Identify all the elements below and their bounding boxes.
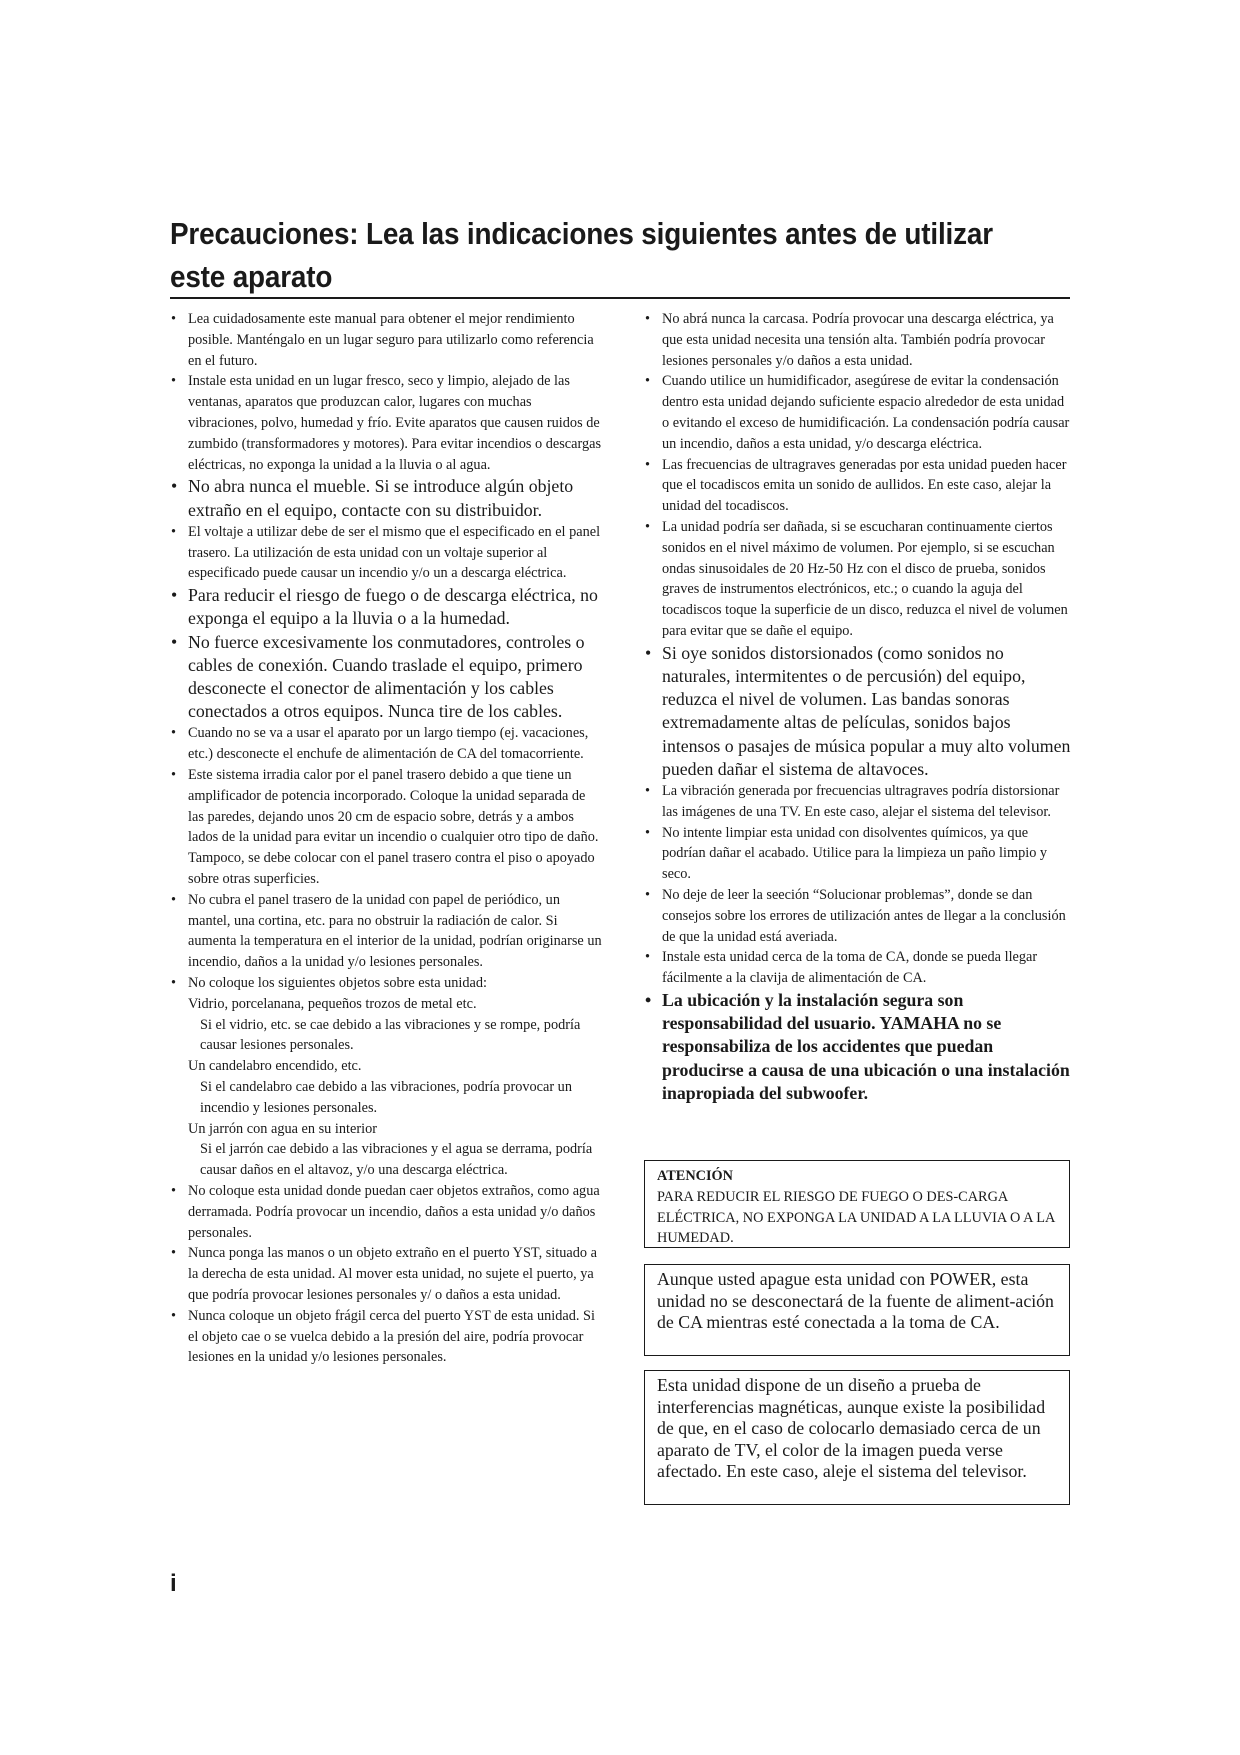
list-item: • No intente limpiar esta unidad con disolventes químicos, ya que podrían dañar el acabado. Utilice para la limpieza un paño limpio y seco. — [644, 823, 1072, 885]
left-precautions-list — [170, 309, 602, 1368]
list-item: • Nunca coloque un objeto frágil cerca del puerto YST de esta unidad. Si el objeto cae o se vuelca debido a la presión del aire, podría provocar lesiones en la unidad y/o lesiones personales. — [170, 1306, 602, 1368]
power-note-text: Aunque usted apague esta unidad con POWER, esta unidad no se desconectará de la fuente de aliment-ación de CA mientras esté conectada a la toma de CA. — [657, 1269, 1054, 1332]
magnetic-note-box — [644, 1370, 1070, 1505]
list-item: • Instale esta unidad en un lugar fresco, seco y limpio, alejado de las ventanas, aparatos que produzcan calor, lugares con muchas vibraciones, polvo, humedad y frío. Evite aparatos que causen ruidos de zumbido (transformadores y motores). Para evitar incendios o descargas eléctricas, no exponga la unidad a la lluvia o al agua. — [170, 371, 602, 475]
list-item: • Si oye sonidos distorsionados (como sonidos no naturales, intermitentes o de percusión) del equipo, reduzca el nivel de volumen. Las bandas sonoras extremadamente altas de películas, sonidos bajos intensos o pasajes de música popular a muy alto volumen pueden dañar el sistema de altavoces. — [644, 642, 1072, 781]
list-item: • Nunca ponga las manos o un objeto extraño en el puerto YST, situado a la derecha de esta unidad. Al mover esta unidad, no sujete el puerto, ya que podría provocar lesiones personales y/ o daños a esta unidad. — [170, 1243, 602, 1305]
list-item: • Lea cuidadosamente este manual para obtener el mejor rendimiento posible. Manténgalo en un lugar seguro para utilizarlo como referencia en el futuro. — [170, 309, 602, 371]
list-item: • La vibración generada por frecuencias ultragraves podría distorsionar las imágenes de una TV. En este caso, alejar el sistema del televisor. — [644, 781, 1072, 823]
page-title — [170, 212, 993, 298]
list-item: • Para reducir el riesgo de fuego o de descarga eléctrica, no exponga el equipo a la lluvia o a la humedad. — [170, 584, 602, 630]
right-precautions-list — [644, 309, 1072, 1105]
list-item: • Cuando no se va a usar el aparato por un largo tiempo (ej. vacaciones, etc.) desconecte el enchufe de alimentación de CA del tomacorriente. — [170, 723, 602, 765]
objects-vase-detail: Si el jarrón cae debido a las vibraciones y el agua se derrama, podría causar daños en el altavoz, y/o una descarga eléctrica. — [200, 1141, 593, 1179]
list-item: • No deje de leer la seeción “Solucionar problemas”, donde se dan consejos sobre los errores de utilización antes de llegar a la conclusión de que la unidad está averiada. — [644, 885, 1072, 947]
magnetic-note-text: Esta unidad dispone de un diseño a prueba de interferencias magnéticas, aunque existe la posibilidad de que, en el caso de colocarlo demasiado cerca de un aparato de TV, el color de la imagen pueda verse afectado. En este caso, aleje el sistema del televisor. — [657, 1375, 1046, 1481]
page-title-line-2: este aparato — [170, 259, 333, 294]
list-item: • Cuando utilice un humidificador, asegúrese de evitar la condensación dentro esta unidad dejando suficiente espacio alrededor de esta unidad o evitando el exceso de humidificación. La condensación podría causar un incendio, daños a esta unidad, y/o descarga eléctrica. — [644, 371, 1072, 454]
objects-candle-detail: Si el candelabro cae debido a las vibraciones, podría provocar un incendio y lesiones personales. — [200, 1078, 572, 1116]
list-item: • No fuerce excesivamente los conmutadores, controles o cables de conexión. Cuando traslade el equipo, primero desconecte el conector de alimentación y los cables conectados a otros equipos. Nunca tire de los cables. — [170, 631, 602, 724]
objects-candle: Un candelabro encendido, etc. — [188, 1058, 362, 1075]
list-item: • No abrá nunca la carcasa. Podría provocar una descarga eléctrica, ya que esta unidad necesita una tensión alta. También podría provocar lesiones personales y/o daños a esta unidad. — [644, 309, 1072, 371]
warning-heading: ATENCIÓN — [657, 1168, 733, 1184]
list-item: • No coloque esta unidad donde puedan caer objetos extraños, como agua derramada. Podría provocar un incendio, daños a esta unidad y/o daños personales. — [170, 1181, 602, 1243]
objects-glass-detail: Si el vidrio, etc. se cae debido a las vibraciones y se rompe, podría causar lesiones personales. — [200, 1016, 581, 1054]
left-column — [170, 309, 602, 1368]
warning-box — [644, 1160, 1070, 1248]
list-item: • El voltaje a utilizar debe de ser el mismo que el especificado en el panel trasero. La utilización de esta unidad con un voltaje superior al especificado puede causar un incendio y/o un a descarga eléctrica. — [170, 522, 602, 584]
list-item: • Este sistema irradia calor por el panel trasero debido a que tiene un amplificador de potencia incorporado. Coloque la unidad separada de las paredes, dejando unos 20 cm de espacio sobre, detrás y a ambos lados de la unidad para evitar un incendio o cualquier otro tipo de daño. Tampoco, se debe colocar con el panel trasero contra el piso o apoyado sobre otras superficies. — [170, 765, 602, 890]
list-item: • La unidad podría ser dañada, si se escucharan continuamente ciertos sonidos en el nivel máximo de volumen. Por ejemplo, si se escuchan ondas sinusoidales de 20 Hz-50 Hz con el disco de prueba, sonidos graves de instrumentos electrónicos, etc.; o cuando la aguja del tocadiscos toque la superficie de un disco, reduzca el nivel de volumen para evitar que se dañe el equipo. — [644, 517, 1072, 642]
objects-glass: Vidrio, porcelanana, pequeños trozos de metal etc. — [188, 995, 477, 1012]
list-item-safety-responsibility: • La ubicación y la instalación segura son responsabilidad del usuario. YAMAHA no se responsabiliza de los accidentes que puedan producirse a causa de una ubicación o una instalación inapropiada del subwoofer. — [644, 989, 1072, 1105]
page-title-line-1: Precauciones: Lea las indicaciones siguientes antes de utilizar — [170, 216, 993, 251]
list-item: • Las frecuencias de ultragraves generadas por esta unidad pueden hacer que el tocadiscos emita un sonido de aullidos. En este caso, alejar la unidad del tocadiscos. — [644, 455, 1072, 517]
page-number: i — [170, 1570, 177, 1597]
title-divider — [170, 297, 1070, 299]
objects-vase: Un jarrón con agua en su interior — [188, 1120, 377, 1137]
list-item-objects — [170, 973, 602, 1181]
list-item: • No abra nunca el mueble. Si se introduce algún objeto extraño en el equipo, contacte con su distribuidor. — [170, 475, 602, 521]
power-note-box — [644, 1264, 1070, 1356]
warning-text: PARA REDUCIR EL RIESGO DE FUEGO O DES-CARGA ELÉCTRICA, NO EXPONGA LA UNIDAD A LA LLUVIA O A LA HUMEDAD. — [657, 1188, 1055, 1247]
list-item: • Instale esta unidad cerca de la toma de CA, donde se pueda llegar fácilmente a la clavija de alimentación de CA. — [644, 947, 1072, 989]
objects-intro: • No coloque los siguientes objetos sobre esta unidad: — [188, 974, 487, 991]
list-item: • No cubra el panel trasero de la unidad con papel de periódico, un mantel, una cortina, etc. para no obstruir la radiación de calor. Si aumenta la temperatura en el interior de la unidad, podrían originarse un incendio, daños a la unidad y/o lesiones personales. — [170, 890, 602, 973]
right-column — [644, 309, 1072, 1105]
